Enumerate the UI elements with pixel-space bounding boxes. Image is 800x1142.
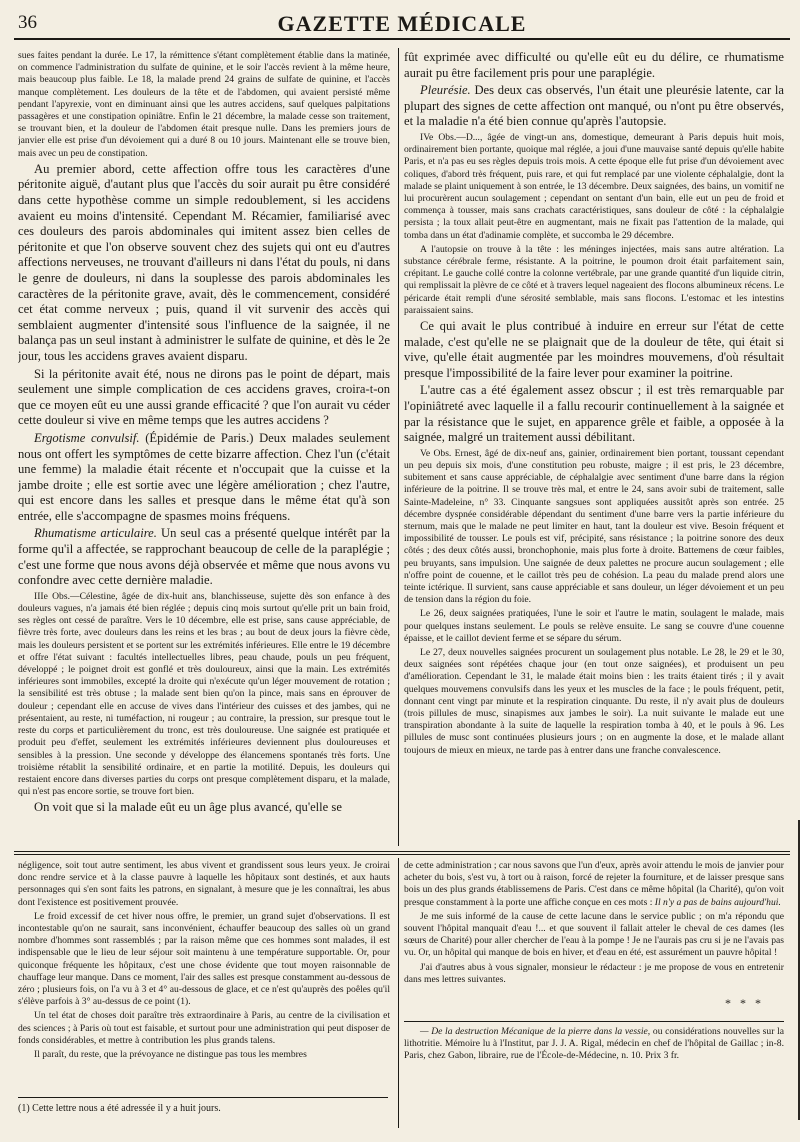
letter-paragraph-4: Il paraît, du reste, que la prévoyance ne distingue pas tous les membres <box>34 1049 307 1061</box>
lower-left-column <box>18 860 390 1092</box>
pleuresie-heading: Pleurésie. <box>420 83 471 98</box>
column-divider <box>398 48 399 846</box>
left-column <box>18 50 390 846</box>
ergotisme-heading: Ergotisme convulsif. <box>34 430 140 445</box>
observation-three: IIIe Obs.—Célestine, âgée de dix-huit ans, blanchisseuse, sujette dès son enfance à des douleurs vagues, n'a jamais été bien réglée ; depuis cinq mois surtout qu'elle prit un bain froid, ses règles ont cessé de paraître. Vers le 10 décembre, elle est prise, sans cause appréciable, de fièvre très forte, avec douleurs dans les reins et les bras ; au bout de deux jours la fièvre cède, mais les douleurs persistent et se portent sur les extrémités inférieures. Elle entre le 19 décembre et offre l'état suivant : facultés intellectuelles libres, peau chaude, pouls un peu fréquent, développé ; le poignet droit est gonflé et très douloureux, ainsi que la main. Les extrémités inférieures sont immobiles, excepté la droite qui n'exécute qu'un léger mouvement de rotation ; la sensibilité est très obtuse ; la malade sent bien qu'on la pince, mais sans en éprouver de douleur ; cependant elle en accuse de vives dans l'intérieur des cuisses et des jambes, qui ne présentaient, au reste, ni tuméfaction, ni rougeur ; au contraire, la pression, sur presque tout le reste du corps et particulièrement du tronc, est très douloureuse. Une saignée est pratiquée et produit peu d'effet, seulement les extrémités inférieures deviennent plus douloureuses et sensibles à la pression. Une seconde y développe des élancemens spontanés très forts. Une troisième rétablit la sensibilité ordinaire, et en partie la motilité. Depuis, les douleurs qui restaient encore dans diverses parties du corps ont presque complètement disparu, et la malade, qui n'est pas encore sortie, se trouve fort bien. <box>18 590 390 798</box>
section-rule-second <box>14 854 790 855</box>
paragraph-autre-cas: L'autre cas a été également assez obscur ; il est très remarquable par l'opiniâtreté avec laquelle il a fallu recourir continuellement à la saignée et par la résistance que le sujet, en apparence grêle et faible, a opposée à la saignée, malgré un traitement aussi débilitant. <box>404 383 784 445</box>
bath-notice: Il n'y a pas de bains aujourd'hui. <box>654 896 781 908</box>
book-review-title: — De la destruction Mécanique de la pierre dans la vessie, <box>420 1026 651 1038</box>
observation-four: IVe Obs.—D..., âgée de vingt-un ans, domestique, demeurant à Paris depuis huit mois, ordinairement bien portante, quoique mal réglée, a joui d'une mauvaise santé depuis qu'elle habite Paris, et n'a pas eu ses règles depuis trois mois. A cette époque elle fut prise d'un dévoiement avec coliques, d'abord très fréquent, puis rare, et qui fut remplacé par une violente céphalalgie, dont la malade se plaint uniquement à son entrée, le 13 décembre. Deux saignées, des bains, un vomitif ne lui procurèrent aucun soulagement ; cependant on sentant d'un bain, elle eut un peu de froid et commença à tousser, mais sans crachats caractéristiques, sans douleur de côté : la céphalalgie persista ; la toux allait peut-être en augmentant, mais ne fixait pas l'attention de la malade, qui tomba dans un état d'adinamie complète, et succomba le 29 décembre. <box>404 131 784 241</box>
paragraph-pleuresie <box>404 83 784 130</box>
observation-intro: sues faites pendant la durée. Le 17, la rémittence s'étant complètement établie dans la matinée, on commence l'administration du sulfate de quinine, et le soir l'accès revient à la même heure, mais beaucoup plus faible. Le 18, la malade prend 24 grains de sulfate de quinine, et l'accès manque complètement. Les douleurs de la tête et de l'abdomen, qui avaient persisté même pendant l'apyrexie, vont en diminuant ainsi que les autres accidens, sauf quelques palpitations passagères et une constipation opiniâtre. Enfin le 21 décembre, la malade cesse son traitement, se trouvant bien, et la douleur de l'abdomen était presque nulle. Dans les premiers jours de janvier elle est prise d'un dévoiement qui a duré 8 ou 10 jours. Maintenant elle se trouve bien, mais avec un peu de constipation. <box>18 50 390 159</box>
letter-paragraph-6: Je me suis informé de la cause de cette lacune dans le service public ; on m'a répondu que souvent l'hôpital manquait d'eau !... et que souvent il fallait atteler le cheval de ces dames (les sœurs de Charité) pour aller chercher de l'eau à la pompe ! Je ne l'aurais pas cru si je ne l'avais pas vu. Or, un hôpital qui manque de bois en hiver, et d'eau en été, est assurément un pauvre hôpital ! <box>404 910 784 959</box>
paragraph-continued: fût exprimée avec difficulté ou qu'elle eût eu du délire, ce rhumatisme aurait pu être facilement pris pour une paraplégie. <box>404 50 784 80</box>
letter-paragraph-1: négligence, soit tout autre sentiment, les abus vivent et grandissent sous leurs yeux. Je croirai donc rendre service et à la classe pauvre à laquelle les hôpitaux sont destinés, et aux hauts personnages qui s'en sont faits les patrons, en signalant, à mesure que je les connaîtrai, les abus dont l'existence est positivement prouvée. <box>18 860 390 908</box>
paragraph-rhumatisme <box>18 526 390 588</box>
letter-paragraph-5 <box>404 860 784 909</box>
section-rule <box>14 851 790 852</box>
paragraph-age: On voit que si la malade eût eu un âge plus avancé, qu'elle se <box>34 800 342 815</box>
ergotisme-text: (Épidémie de Paris.) Deux malades seulement nous ont offert les symptômes de cette bizarre affection. Chez l'un (c'était une femme) la maladie était récente et n'occupait que la cuisse et la jambe droite ; elle est sortie avec une légère amélioration ; chez l'autre, qui est encore dans les salles et presque dans le même état qu'à son entrée, elle s'accompagne de spasmes moins fréquens. <box>18 430 390 523</box>
observation-five-day26: Le 26, deux saignées pratiquées, l'une le soir et l'autre le matin, soulagent le malade, mais pour quelques instans seulement. Le pouls se relève ensuite. Le sang se couvre d'une couenne épaisse, et le caillot devient ferme et se sépare du sérum. <box>404 608 784 644</box>
rhumatisme-text: Un seul cas a présenté quelque intérêt par la forme qu'il a affectée, se rapprochant beaucoup de celle de la paraplégie ; c'est une forme que nous avons déjà observée et même que nous avons vu confondre avec cette dernière maladie. <box>18 526 390 588</box>
letter-paragraph-7: J'ai d'autres abus à vous signaler, monsieur le rédacteur : je me propose de vous en entretenir dans mes lettres suivantes. <box>404 961 784 985</box>
paragraph-question: Si la péritonite avait été, nous ne dirons pas le point de départ, mais seulement une simple complication de ces accidens graves, croira-t-on que ce moyen eût eu une aussi grande efficacité ? que l'on aurait vu céder cette douleur si vive en même temps que les autres accidens ? <box>18 366 390 428</box>
observation-five: Ve Obs. Ernest, âgé de dix-neuf ans, gainier, ordinairement bien portant, toussant cependant un peu depuis six mois, d'une constitution peu robuste, maigre ; il est pris, le 23 décembre, subitement et sans cause appréciable, de céphalalgie avec sentiment d'une barre dans la région inférieure de la poitrine. Il se trouve très mal, et entre le 24, sans avoir subi de traitement, salle Sainte-Madeleine, n° 33. Cinquante sangsues sont appliquées aussitôt après son entrée. 25 décembre dyspnée considérable dépendant du sentiment d'une barre vers la partie inférieure du sternum, mais que le malade ne peut limiter en haut, tant la douleur est vive. Besoin fréquent et impossibilité de tousser. Le pouls est vif, précipité, sans résistance ; la poitrine sonore des deux côtés ; des deux côtés aussi, bronchophonie, mais plus forte à droite. Battemens de cœur faibles, peu bruyants, sans impulsion. Une saignée de deux palettes ne procure aucun soulagement ; elle n'offre point de couenne, et le caillot très peu de cohésion. La peau du malade prend alors une teinte ictérique. Il survient, sans cause appréciable et sans douleur, un léger dévoiement et un peu de tension dans la région du foie. <box>404 447 784 606</box>
footnote: (1) Cette lettre nous a été adressée il y a huit jours. <box>18 1097 388 1114</box>
rhumatisme-heading: Rhumatisme articulaire. <box>34 526 157 541</box>
paragraph-ergotisme <box>18 431 390 525</box>
book-review-text: ou considérations nouvelles sur la lithotritie. Mémoire lu à l'Institut, par J. J. A. Rigal, médecin en chef de l'hôpital de Gaillac ; in-8. Paris, chez Gabon, libraire, rue de l'École-de-Médecine, n. 10. Prix 3 fr. <box>404 1026 784 1062</box>
observation-five-day27: Le 27, deux nouvelles saignées procurent un soulagement plus notable. Le 28, le 29 et le 30, deux saignées sont répétées chaque jour (en tout onze saignées), et produisent un peu d'amélioration. Cependant le 31, le malade était moins bien : les traits étaient tirés ; il y avait quelques mouvemens convulsifs dans les yeux et les muscles de la face ; le pouls fréquent, petit, donnant cent vingt par minute et la respiration cinquante. Du reste, il n'y avait plus de douleurs (trois pillules de musc, sinapismes aux jambes le soir). La nuit suivante le malade eut une transpiration abondante à la suite de laquelle la respiration tomba à 40, et le pouls à 96. Les pillules de musc sont continuées plusieurs jours ; on en augmente la dose, et le malade allant toujours de mieux en mieux, ne tarde pas à entrer dans une franche convalescence. <box>404 647 784 756</box>
section-stars: * * * <box>725 996 764 1011</box>
column-divider-lower <box>398 858 399 1128</box>
page-number: 36 <box>18 12 37 33</box>
pleuresie-text: Des deux cas observés, l'un était une pleurésie latente, car la plupart des signes de cette affection ont manqué, ou n'ont pu être observés, et la maladie n'a été bien connue qu'après l'autopsie. <box>404 83 784 129</box>
letter-paragraph-2: Le froid excessif de cet hiver nous offre, le premier, un grand sujet d'observations. Il est incontestable qu'on ne saurait, sans inconvénient, échauffer beaucoup des salles où un grand nombre d'hommes sont rassemblés ; par la raison même que ces hommes sont malades, il est indispensable que le lieu de leur séjour soit maintenu à une température supportable. Or, pour quiconque fréquente les hôpitaux, c'est une chose évidente que tout moyen raisonnable de chauffage leur manque. Dans ce moment, l'air des salles est presque constamment au-dessous de zéro ; plusieurs fois, on l'a vu à 3 et 4° au-dessous de glace, et ce n'est qu'auprès des poêles qu'il s'élève parfois à 3° au-dessus de ce point (1). <box>18 910 390 1008</box>
right-column <box>404 50 784 846</box>
autopsy-note: A l'autopsie on trouve à la tête : les méninges injectées, mais sans autre altération. La substance cérébrale ferme, résistante. A la poitrine, le poumon droit était parfaitement sain, crépitant. Le gauche collé contre la colonne vertébrale, par une grande quantité d'un liquide citrin, qui remplissait la plèvre de ce côté et à travers lequel nageaient des flocons albumineux récens. Le péricarde était rempli d'une sérosité semblable, mais sans flocons. L'estomac et les intestins paraissaient sains. <box>404 243 784 316</box>
lower-right-column <box>404 860 784 1130</box>
page-header <box>14 8 790 40</box>
letter-paragraph-3: Un tel état de choses doit paraître très extraordinaire à Paris, au centre de la civilisation et des sciences ; à Paris où tout est faisable, et surtout pour une administration qui peut disposer de fonds considérables, et mettre à contribution les plus grands talens. <box>18 1010 390 1046</box>
masthead-title: GAZETTE MÉDICALE <box>277 11 527 36</box>
review-rule <box>404 1021 784 1022</box>
letter-paragraph-5-text: de cette administration ; car nous savons que l'un d'eux, après avoir attendu le mois de janvier pour acheter du bois, s'est vu, à tort ou à raison, forcé de rejeter la fourniture, et de laisser presque sans bois un des plus grands établissemens de Paris. C'est dans ce même hôpital (la Charité), qu'on voit presque constamment à la porte une affiche conçue en ces mots : <box>404 860 784 908</box>
paragraph-peritonite: Au premier abord, cette affection offre tous les caractères d'une péritonite aiguë, d'autant plus que l'accès du soir aurait pu être considéré dans cette hypothèse comme un simple redoublement, si les accidens avaient eu moins d'intensité. Cependant M. Récamier, familiarisé avec ces douleurs des parois abdominales qui imitent assez bien celles de péritonite et que l'on observe souvent chez des sujets qui ont eu d'autres affections nerveuses, ne trouvant d'ailleurs ni dans l'état du pouls, ni dans le genre de douleurs, ni dans la souplesse des parois abdominales les caractères de la péritonite grave, avait, dès le commencement, considéré cet état comme nerveux ; puis, quand il vit survenir des accès qui semblaient augmenter d'intensité sous l'influence de la saignée, il ne balança pas un seul instant à administrer le sulfate de quinine, et dès le 2e jour, tous les accidens graves avaient disparu. <box>18 161 390 363</box>
paragraph-erreur: Ce qui avait le plus contribué à induire en erreur sur l'état de cette malade, c'est qu'elle ne se plaignait que de la douleur de tête, qui était si vive, qu'elle était augmentée par les moindres mouvemens, d'où résultait presque l'impossibilité de la faire lever pour examiner la poitrine. <box>404 319 784 380</box>
book-review <box>404 1026 784 1063</box>
